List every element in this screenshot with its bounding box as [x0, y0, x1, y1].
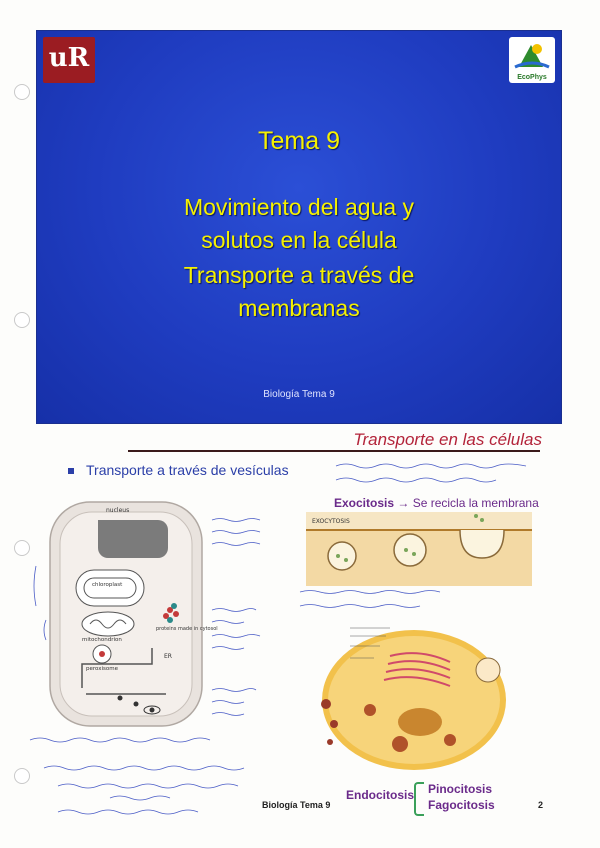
ecophys-caption: EcoPhys: [517, 74, 547, 81]
exocytosis-figure: [306, 512, 532, 586]
exo-fig-label: EXOCYTOSIS: [312, 518, 350, 525]
endocytosis-figure: [310, 614, 532, 778]
label-nucleus: nucleus: [106, 507, 130, 514]
slide2-title: Transporte en las células: [353, 430, 542, 449]
cell-diagram: [46, 498, 218, 730]
slide-subtitle-line: Transporte a través de: [183, 262, 415, 288]
endocitosis-type: Fagocitosis: [428, 798, 495, 812]
endocitosis-type: Pinocitosis: [428, 782, 493, 796]
bullet-text: Transporte a través de vesículas: [86, 462, 289, 478]
university-logo: uR: [43, 37, 95, 83]
label-proteins: proteins made in cytosol: [156, 626, 218, 632]
label-mitochondrion: mitochondrion: [82, 637, 122, 643]
slide-subtitle-line: Movimiento del agua y: [183, 194, 415, 220]
exocitosis-label: Exocitosis: [334, 496, 395, 510]
page-number: 2: [538, 800, 544, 810]
label-er: ER: [164, 653, 172, 660]
label-chloroplast: chloroplast: [92, 582, 123, 588]
slide-subtitle-line: solutos en la célula: [201, 227, 397, 253]
exocitosis-line: [334, 496, 539, 510]
slide2-footer: Biología Tema 9: [262, 800, 331, 810]
endocitosis-types: [428, 781, 495, 813]
brace: [414, 782, 424, 816]
endocitosis-label: Endocitosis: [346, 788, 415, 802]
slide-subtitle-line: membranas: [238, 295, 360, 321]
slide-title: Tema 9: [258, 127, 340, 155]
slide-footer: Biología Tema 9: [263, 389, 335, 400]
exocitosis-note: → Se recicla la membrana: [397, 496, 539, 510]
label-peroxisome: peroxisome: [86, 666, 118, 672]
